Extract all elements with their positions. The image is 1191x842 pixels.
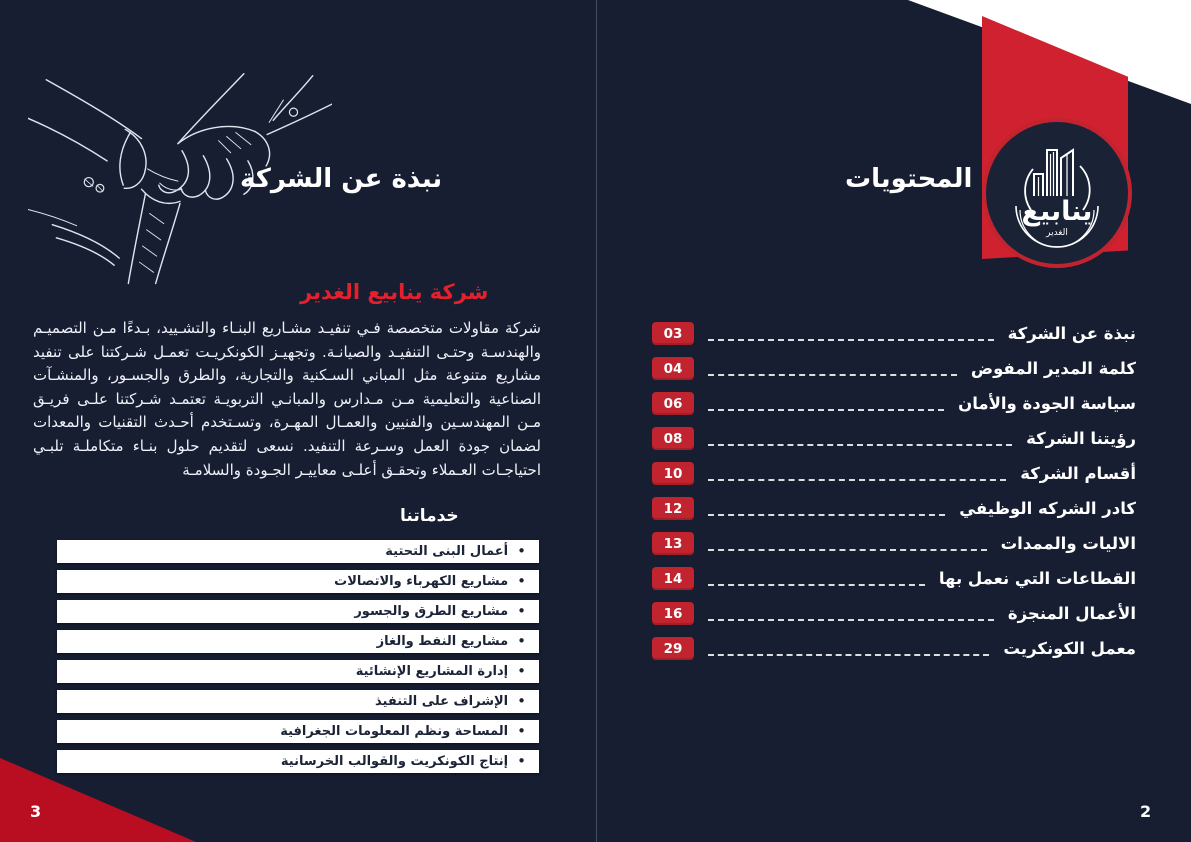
toc-row[interactable] bbox=[652, 567, 1136, 590]
service-item bbox=[57, 660, 539, 683]
service-label: المساحة ونظم المعلومات الجغرافية bbox=[280, 724, 509, 739]
toc-row[interactable] bbox=[652, 427, 1136, 450]
service-label: أعمال البنى التحتية bbox=[385, 544, 509, 559]
company-logo bbox=[982, 118, 1132, 268]
toc-dotted-line bbox=[708, 431, 1012, 446]
service-item bbox=[57, 540, 539, 563]
page-fold-divider bbox=[596, 0, 597, 842]
service-item bbox=[57, 600, 539, 623]
toc-page-badge: 10 bbox=[652, 462, 694, 485]
toc-dotted-line bbox=[708, 641, 989, 656]
toc-row[interactable] bbox=[652, 637, 1136, 660]
toc-page-badge: 14 bbox=[652, 567, 694, 590]
bullet-icon: • bbox=[517, 752, 526, 770]
service-item bbox=[57, 690, 539, 713]
bullet-icon: • bbox=[517, 722, 526, 740]
service-label: مشاريع الطرق والجسور bbox=[354, 604, 509, 619]
toc-dotted-line bbox=[708, 466, 1006, 481]
service-item bbox=[57, 570, 539, 593]
company-description: شركة مقاولات متخصصة فـي تنفيـد مشـاريع البنـاء والتشـييد، بـدءًا مـن التصميـم والهندسـة وحتـى التنفيـد والصيانـة. وتجهيـز الكونكريـت تعمـل شـركتنا على تنفيد مشاريع متنوعة مثل المباني السـكنية والتجارية، والطرق والجسـور، والمنشـآت الصناعية والتعليمية مـن مـدارس والمبانـي التربويـة تعتمـد شـركتنا علـى فريـق مـن المهندسـين والفنيين والعمـال المهـرة، وتسـتخدم أحـدث التقنيات والمعدات لضمان جودة العمل وسـرعة التنفيد. نسعى لتقديم حلول بنـاء متكاملـة تلبـي احتياجـات العـملاء وتحقـق أعلـى معاييـر الجـودة والسلامـة bbox=[33, 319, 541, 479]
company-name-heading: شركة ينابيع الغدير bbox=[300, 280, 489, 304]
toc-item-label: كادر الشركه الوظيفي bbox=[959, 499, 1136, 518]
toc-row[interactable] bbox=[652, 497, 1136, 520]
services-heading: خدماتنا bbox=[400, 506, 459, 526]
toc-item-label: الاليات والممدات bbox=[1000, 534, 1136, 553]
left-page-number: 3 bbox=[30, 802, 42, 821]
bullet-icon: • bbox=[517, 542, 526, 560]
toc-page-badge: 03 bbox=[652, 322, 694, 345]
toc-row[interactable] bbox=[652, 602, 1136, 625]
toc-page-badge: 29 bbox=[652, 637, 694, 660]
toc-item-label: نبذة عن الشركة bbox=[1007, 324, 1136, 343]
toc-page-badge: 04 bbox=[652, 357, 694, 380]
toc-row[interactable] bbox=[652, 392, 1136, 415]
table-of-contents bbox=[652, 322, 1136, 672]
bullet-icon: • bbox=[517, 572, 526, 590]
toc-page-badge: 12 bbox=[652, 497, 694, 520]
toc-row[interactable] bbox=[652, 532, 1136, 555]
toc-page-badge: 13 bbox=[652, 532, 694, 555]
toc-item-label: كلمة المدير المفوض bbox=[970, 359, 1136, 378]
service-item bbox=[57, 750, 539, 773]
bullet-icon: • bbox=[517, 602, 526, 620]
toc-item-label: سياسة الجودة والأمان bbox=[958, 394, 1136, 413]
right-page-number: 2 bbox=[1140, 802, 1152, 821]
toc-row[interactable] bbox=[652, 322, 1136, 345]
contents-title: المحتويات bbox=[845, 164, 973, 194]
toc-dotted-line bbox=[708, 361, 957, 376]
service-item bbox=[57, 630, 539, 653]
toc-row[interactable] bbox=[652, 462, 1136, 485]
toc-item-label: الأعمال المنجزة bbox=[1007, 604, 1136, 623]
buildings-icon bbox=[986, 122, 1128, 264]
service-label: إنتاج الكونكريت والقوالب الخرسانية bbox=[280, 754, 509, 769]
toc-row[interactable] bbox=[652, 357, 1136, 380]
toc-dotted-line bbox=[708, 501, 945, 516]
bullet-icon: • bbox=[517, 692, 526, 710]
toc-dotted-line bbox=[708, 606, 994, 621]
toc-page-badge: 08 bbox=[652, 427, 694, 450]
service-label: مشاريع النفط والغاز bbox=[376, 634, 509, 649]
toc-item-label: معمل الكونكريت bbox=[1003, 639, 1136, 658]
toc-page-badge: 06 bbox=[652, 392, 694, 415]
toc-item-label: أقسام الشركة bbox=[1020, 464, 1136, 483]
toc-dotted-line bbox=[708, 326, 994, 341]
toc-page-badge: 16 bbox=[652, 602, 694, 625]
service-label: الإشراف على التنفيذ bbox=[375, 694, 509, 709]
service-item bbox=[57, 720, 539, 743]
logo-wordmark: ينابيع bbox=[1021, 196, 1093, 227]
toc-dotted-line bbox=[708, 396, 944, 411]
toc-dotted-line bbox=[708, 536, 987, 551]
bullet-icon: • bbox=[517, 632, 526, 650]
service-label: مشاريع الكهرباء والاتصالات bbox=[334, 574, 509, 589]
logo-subtitle: الغدير bbox=[1046, 228, 1068, 238]
toc-item-label: رؤيتنا الشركة bbox=[1026, 429, 1136, 448]
bullet-icon: • bbox=[517, 662, 526, 680]
about-section-title: نبذة عن الشركة bbox=[240, 164, 443, 194]
service-label: إدارة المشاريع الإنشائية bbox=[355, 664, 509, 679]
toc-item-label: القطاعات التي نعمل بها bbox=[938, 569, 1136, 588]
services-list bbox=[57, 540, 539, 780]
toc-dotted-line bbox=[708, 571, 925, 586]
